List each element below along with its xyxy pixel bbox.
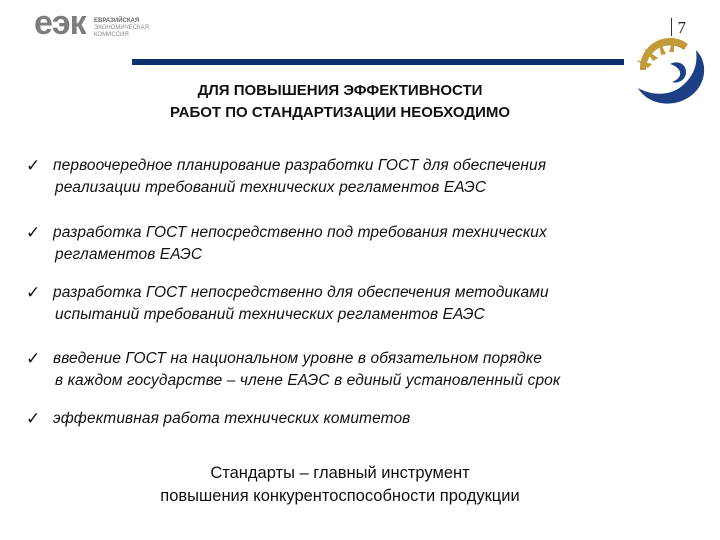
slide-heading — [70, 80, 610, 124]
list-item-text — [53, 155, 703, 199]
list-item-text — [53, 222, 703, 266]
logo-subtitle-line: ЭКОНОМИЧЕСКАЯ — [94, 25, 149, 31]
logo-subtitle-line: КОМИССИЯ — [94, 32, 129, 38]
eaeu-emblem-icon — [626, 30, 710, 110]
check-icon: ✓ — [26, 156, 41, 175]
check-icon: ✓ — [26, 409, 41, 428]
heading-line: РАБОТ ПО СТАНДАРТИЗАЦИИ НЕОБХОДИМО — [169, 104, 511, 121]
list-item-text — [53, 408, 703, 430]
page-number-value: 7 — [677, 18, 686, 37]
list-item-line: в каждом государстве – члене ЕАЭС в единый установленный срок — [55, 372, 561, 389]
header-rule — [132, 59, 624, 65]
check-icon: ✓ — [26, 349, 41, 368]
logo-subtitle-line: ЕВРАЗИЙСКАЯ — [94, 18, 140, 24]
list-item-text — [53, 282, 703, 326]
check-icon: ✓ — [26, 223, 41, 242]
conclusion-line: повышения конкурентоспособности продукции — [160, 487, 520, 505]
logo-subtitle — [94, 18, 174, 39]
list-item-line: первоочередное планирование разработки ГОСТ для обеспечения — [53, 157, 547, 174]
check-icon: ✓ — [26, 283, 41, 302]
list-item-text — [53, 348, 703, 392]
logo — [34, 6, 194, 50]
list-item-line: реализации требований технических регламентов ЕАЭС — [55, 179, 487, 196]
list-item-line: испытаний требований технических регламентов ЕАЭС — [55, 306, 485, 323]
list-item-line: эффективная работа технических комитетов — [53, 410, 411, 427]
list-item-line: разработка ГОСТ непосредственно для обеспечения методиками — [53, 284, 549, 301]
list-item-line: регламентов ЕАЭС — [55, 246, 203, 263]
conclusion-line: Стандарты – главный инструмент — [210, 464, 470, 482]
list-item-line: разработка ГОСТ непосредственно под требования технических — [53, 224, 547, 241]
conclusion-text — [70, 462, 610, 508]
heading-line: ДЛЯ ПОВЫШЕНИЯ ЭФФЕКТИВНОСТИ — [197, 82, 483, 99]
logo-mark: eэк — [34, 4, 86, 42]
list-item-line: введение ГОСТ на национальном уровне в обязательном порядке — [53, 350, 542, 367]
